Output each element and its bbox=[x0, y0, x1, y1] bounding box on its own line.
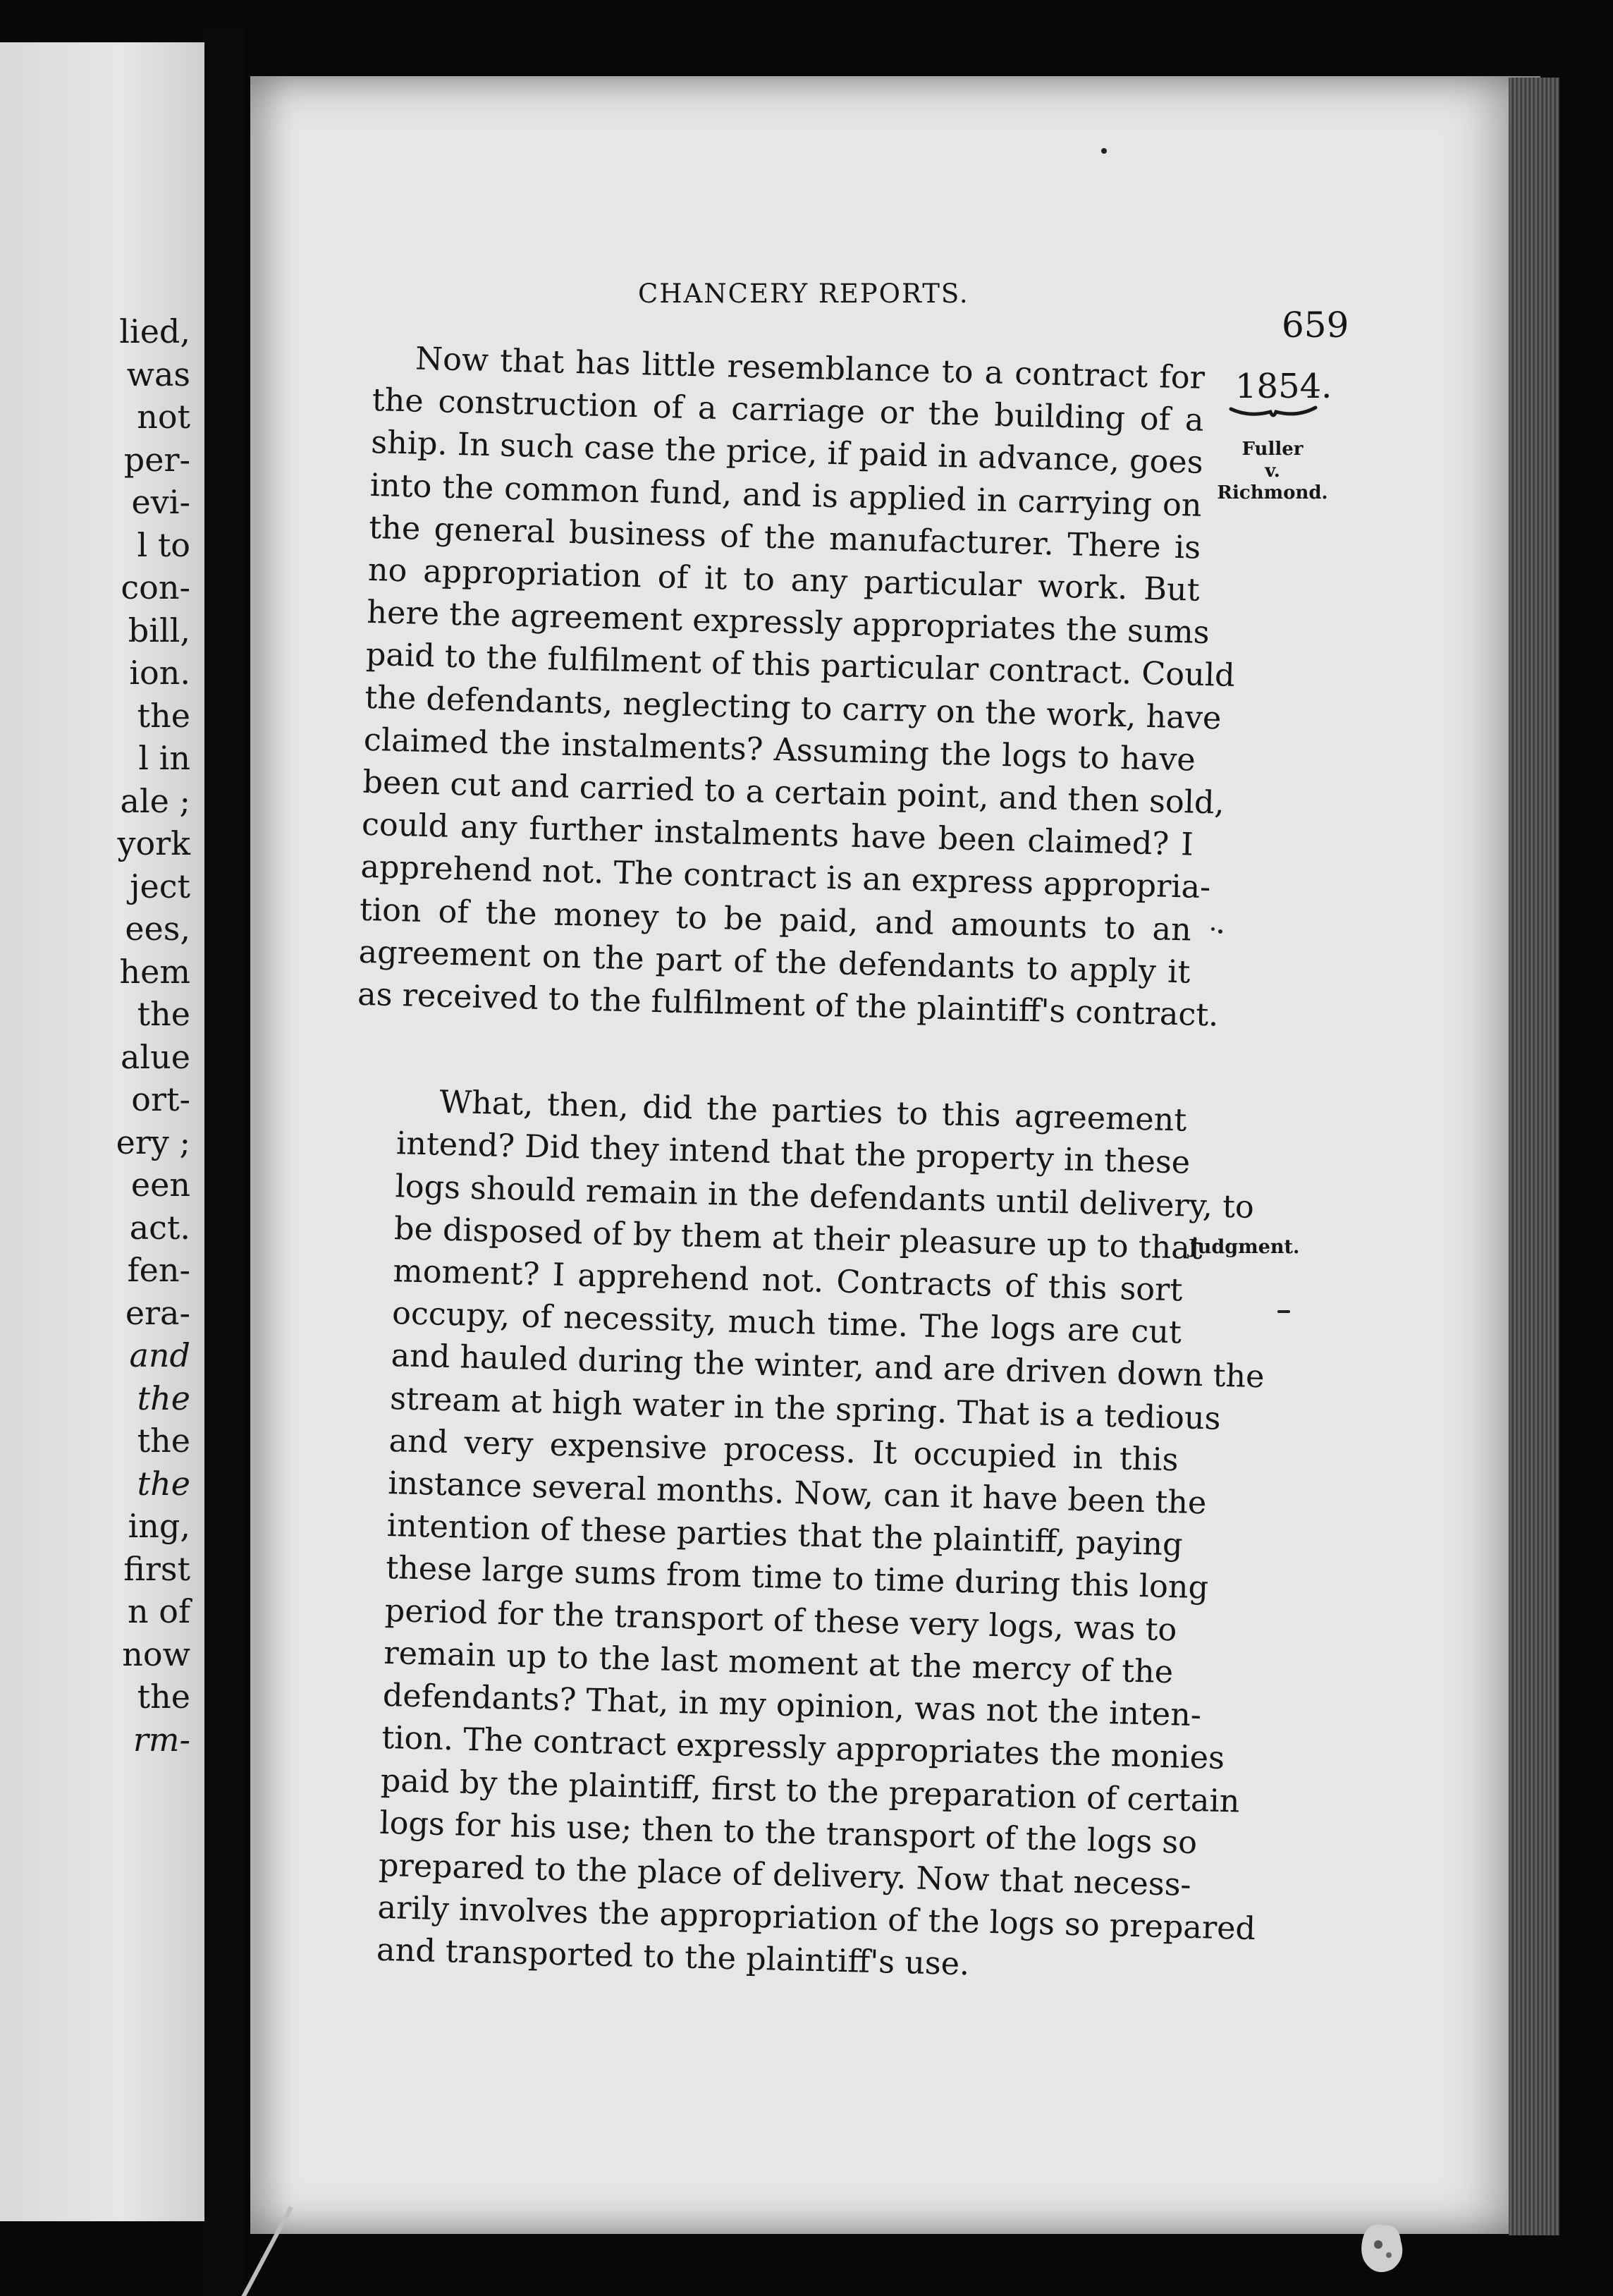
text-line: period for the transport of these very logs, was to bbox=[384, 1592, 1177, 1649]
left-page-line: york bbox=[117, 824, 190, 862]
left-page-line: the bbox=[137, 1379, 190, 1417]
brace-ornament bbox=[1228, 403, 1318, 425]
text-line: apprehend not. The contract is an express appropria- bbox=[360, 849, 1211, 906]
text-line: ship. In such case the price, if paid in advance, goes bbox=[370, 425, 1204, 482]
text-line: paid to the fulfilment of this particular contract. Could bbox=[365, 637, 1236, 695]
text-line: no appropriation of it to any particular work. But bbox=[367, 551, 1201, 609]
left-page-line: per- bbox=[123, 440, 190, 479]
text-line: prepared to the place of delivery. Now that necess- bbox=[378, 1847, 1192, 1903]
judgment-sidenote: Judgment. bbox=[1189, 1236, 1300, 1258]
left-page-line: n of bbox=[128, 1592, 190, 1630]
left-page-line: ject bbox=[130, 867, 190, 905]
left-page-line: ale ; bbox=[120, 781, 190, 820]
left-page-line: een bbox=[130, 1166, 190, 1204]
text-line: here the agreement expressly appropriates the sums bbox=[366, 594, 1210, 652]
left-page-line: con- bbox=[121, 568, 190, 606]
running-head: CHANCERY REPORTS. bbox=[638, 279, 969, 309]
left-page-line: rm- bbox=[133, 1720, 190, 1759]
text-line: the construction of a carriage or the building of a bbox=[372, 382, 1205, 439]
scan-speck bbox=[1277, 1310, 1290, 1313]
left-page-line: act. bbox=[129, 1208, 190, 1247]
left-page-line: era- bbox=[125, 1293, 190, 1332]
left-page-line: fen- bbox=[127, 1251, 190, 1289]
text-line: occupy, of necessity, much time. The logs are cut bbox=[391, 1295, 1182, 1351]
left-page-line: ery ; bbox=[116, 1123, 190, 1161]
text-line: defendants? That, in my opinion, was not the inten- bbox=[382, 1677, 1202, 1734]
text-line: moment? I apprehend not. Contracts of this sort bbox=[393, 1253, 1183, 1309]
left-page-line: l to bbox=[137, 525, 190, 564]
left-page-line: and bbox=[129, 1336, 190, 1374]
text-line: and very expensive process. It occupied in this bbox=[388, 1422, 1179, 1479]
text-line: arily involves the appropriation of the logs so prepared bbox=[376, 1889, 1256, 1948]
case-party-plaintiff: Fuller bbox=[1241, 439, 1304, 460]
text-line: could any further instalments have been claimed? I bbox=[361, 807, 1194, 863]
scan-speck bbox=[1218, 929, 1222, 934]
text-line: stream at high water in the spring. That is a tedious bbox=[389, 1380, 1222, 1437]
text-line: tion of the money to be paid, and amounts to an bbox=[359, 891, 1192, 948]
text-line: What, then, did the parties to this agreement bbox=[438, 1084, 1187, 1139]
text-line: been cut and carried to a certain point, and then sold, bbox=[362, 764, 1225, 822]
left-page-text-column bbox=[116, 310, 190, 1761]
text-line: intend? Did they intend that the property in these bbox=[395, 1125, 1191, 1182]
text-line: be disposed of by them at their pleasure up to that bbox=[393, 1210, 1203, 1266]
scan-speck bbox=[1211, 927, 1215, 931]
left-page-line: ing, bbox=[128, 1507, 190, 1545]
text-line: instance several months. Now, can it have been the bbox=[387, 1465, 1207, 1522]
case-name-sidenote bbox=[1213, 439, 1332, 504]
text-line: logs should remain in the defendants until delivery, to bbox=[394, 1168, 1255, 1226]
text-line: agreement on the part of the defendants to apply it bbox=[358, 934, 1191, 991]
scan-speck bbox=[1101, 148, 1107, 154]
left-page-line: bill, bbox=[128, 611, 190, 649]
margin-year: 1854. bbox=[1235, 367, 1332, 406]
text-line: the defendants, neglecting to carry on the work, have bbox=[364, 679, 1222, 737]
left-page-line: evi- bbox=[131, 483, 190, 521]
left-page-line: first bbox=[123, 1549, 190, 1588]
text-line: into the common fund, and is applied in carrying on bbox=[369, 467, 1203, 524]
page-number: 659 bbox=[1282, 305, 1349, 346]
text-line: paid by the plaintiff, first to the preparation of certain bbox=[380, 1762, 1241, 1820]
left-page-line: lied, bbox=[119, 312, 190, 350]
left-page-line: was bbox=[126, 355, 190, 393]
paragraph-1 bbox=[357, 337, 1236, 1037]
text-line: and hauled during the winter, and are driven down the bbox=[391, 1338, 1265, 1396]
left-page-line: the bbox=[137, 1464, 190, 1503]
text-line: these large sums from time to time during this long bbox=[385, 1550, 1209, 1606]
left-page-line: ees, bbox=[125, 910, 190, 948]
text-line: and transported to the plaintiff's use. bbox=[376, 1932, 970, 1983]
text-line: logs for his use; then to the transport of the logs so bbox=[379, 1805, 1198, 1861]
text-line: remain up to the last moment at the mercy of the bbox=[383, 1635, 1174, 1691]
text-line: the general business of the manufacturer. There is bbox=[368, 509, 1201, 566]
left-page-line: ort- bbox=[131, 1080, 190, 1118]
left-page-line: l in bbox=[138, 739, 190, 777]
left-page-line: alue bbox=[121, 1037, 190, 1076]
case-versus: v. bbox=[1265, 460, 1280, 482]
left-page-line: not bbox=[137, 398, 190, 436]
text-line: claimed the instalments? Assuming the logs to have bbox=[363, 721, 1196, 778]
left-page-line: hem bbox=[119, 952, 190, 991]
page-stack-edge bbox=[1509, 78, 1559, 2235]
left-page-line: the bbox=[137, 696, 190, 735]
left-page-line: the bbox=[137, 1422, 190, 1460]
left-page-line: the bbox=[137, 1678, 190, 1716]
left-page-line: the bbox=[137, 995, 190, 1033]
scan-debris-mark bbox=[1357, 2220, 1406, 2276]
text-line: Now that has little resemblance to a contract for bbox=[415, 341, 1206, 396]
case-party-defendant: Richmond. bbox=[1217, 482, 1328, 503]
left-page-line: now bbox=[122, 1635, 190, 1673]
left-page-fragment bbox=[0, 42, 204, 2221]
text-line: intention of these parties that the plaintiff, paying bbox=[386, 1508, 1184, 1563]
text-line: tion. The contract expressly appropriates the monies bbox=[381, 1720, 1225, 1777]
left-page-line: ion. bbox=[129, 654, 190, 692]
text-line: as received to the fulfilment of the plaintiff's contract. bbox=[357, 976, 1220, 1034]
book-gutter bbox=[204, 28, 245, 2296]
